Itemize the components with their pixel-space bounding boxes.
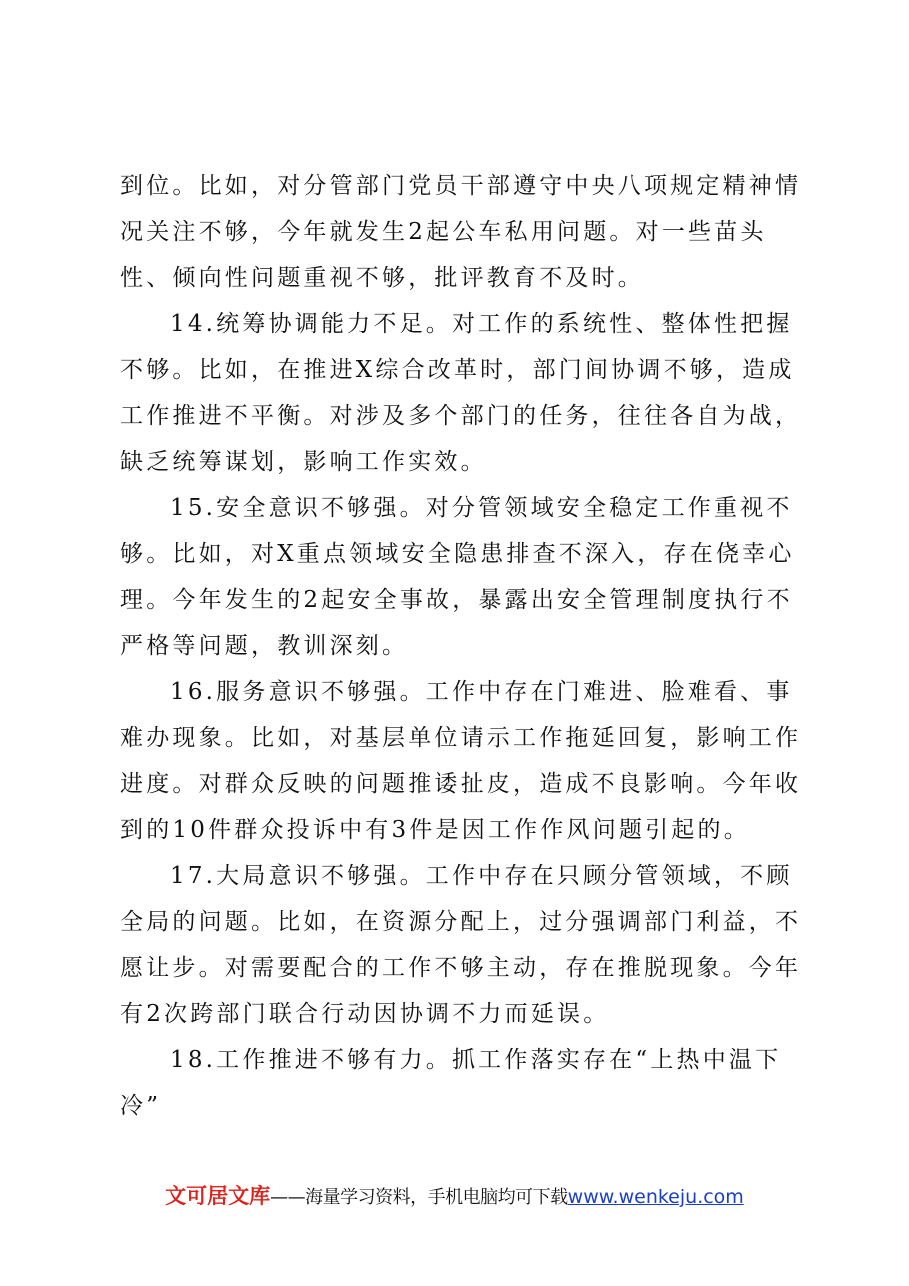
footer-banner: [0, 1180, 909, 1214]
footer-website-link[interactable]: www.wenkeju.com: [567, 1186, 744, 1208]
paragraph-continued: 到位。比如，对分管部门党员干部遵守中央八项规定精神情况关注不够，今年就发生2起公车私用问题。对一些苗头性、倾向性问题重视不够，批评教育不及时。: [120, 173, 802, 291]
footer-brand: 文可居文库: [165, 1184, 271, 1208]
paragraph-item-17: 17.大局意识不够强。工作中存在只顾分管领域，不顾全局的问题。比如，在资源分配上，过分强调部门利益，不愿让步。对需要配合的工作不够主动，存在推脱现象。今年有2次跨部门联合行动因协调不力而延误。: [120, 863, 802, 1027]
paragraph-item-16: 16.服务意识不够强。工作中存在门难进、脸难看、事难办现象。比如，对基层单位请示工作拖延回复，影响工作进度。对群众反映的问题推诿扯皮，造成不良影响。今年收到的10件群众投诉中有3件是因工作作风问题引起的。: [120, 679, 802, 843]
footer-tagline: ——海量学习资料，手机电脑均可下载: [270, 1187, 568, 1208]
paragraph-item-18: 18.工作推进不够有力。抓工作落实存在“上热中温下冷”: [120, 1047, 782, 1119]
document-body: [120, 163, 810, 1129]
paragraph-item-14: 14.统筹协调能力不足。对工作的系统性、整体性把握不够。比如，在推进X综合改革时，部门间协调不够，造成工作推进不平衡。对涉及多个部门的任务，往往各自为战，缺乏统筹谋划，影响工作实效。: [120, 311, 802, 475]
paragraph-item-15: 15.安全意识不够强。对分管领域安全稳定工作重视不够。比如，对X重点领域安全隐患排查不深入，存在侥幸心理。今年发生的2起安全事故，暴露出安全管理制度执行不严格等问题，教训深刻。: [120, 495, 795, 659]
